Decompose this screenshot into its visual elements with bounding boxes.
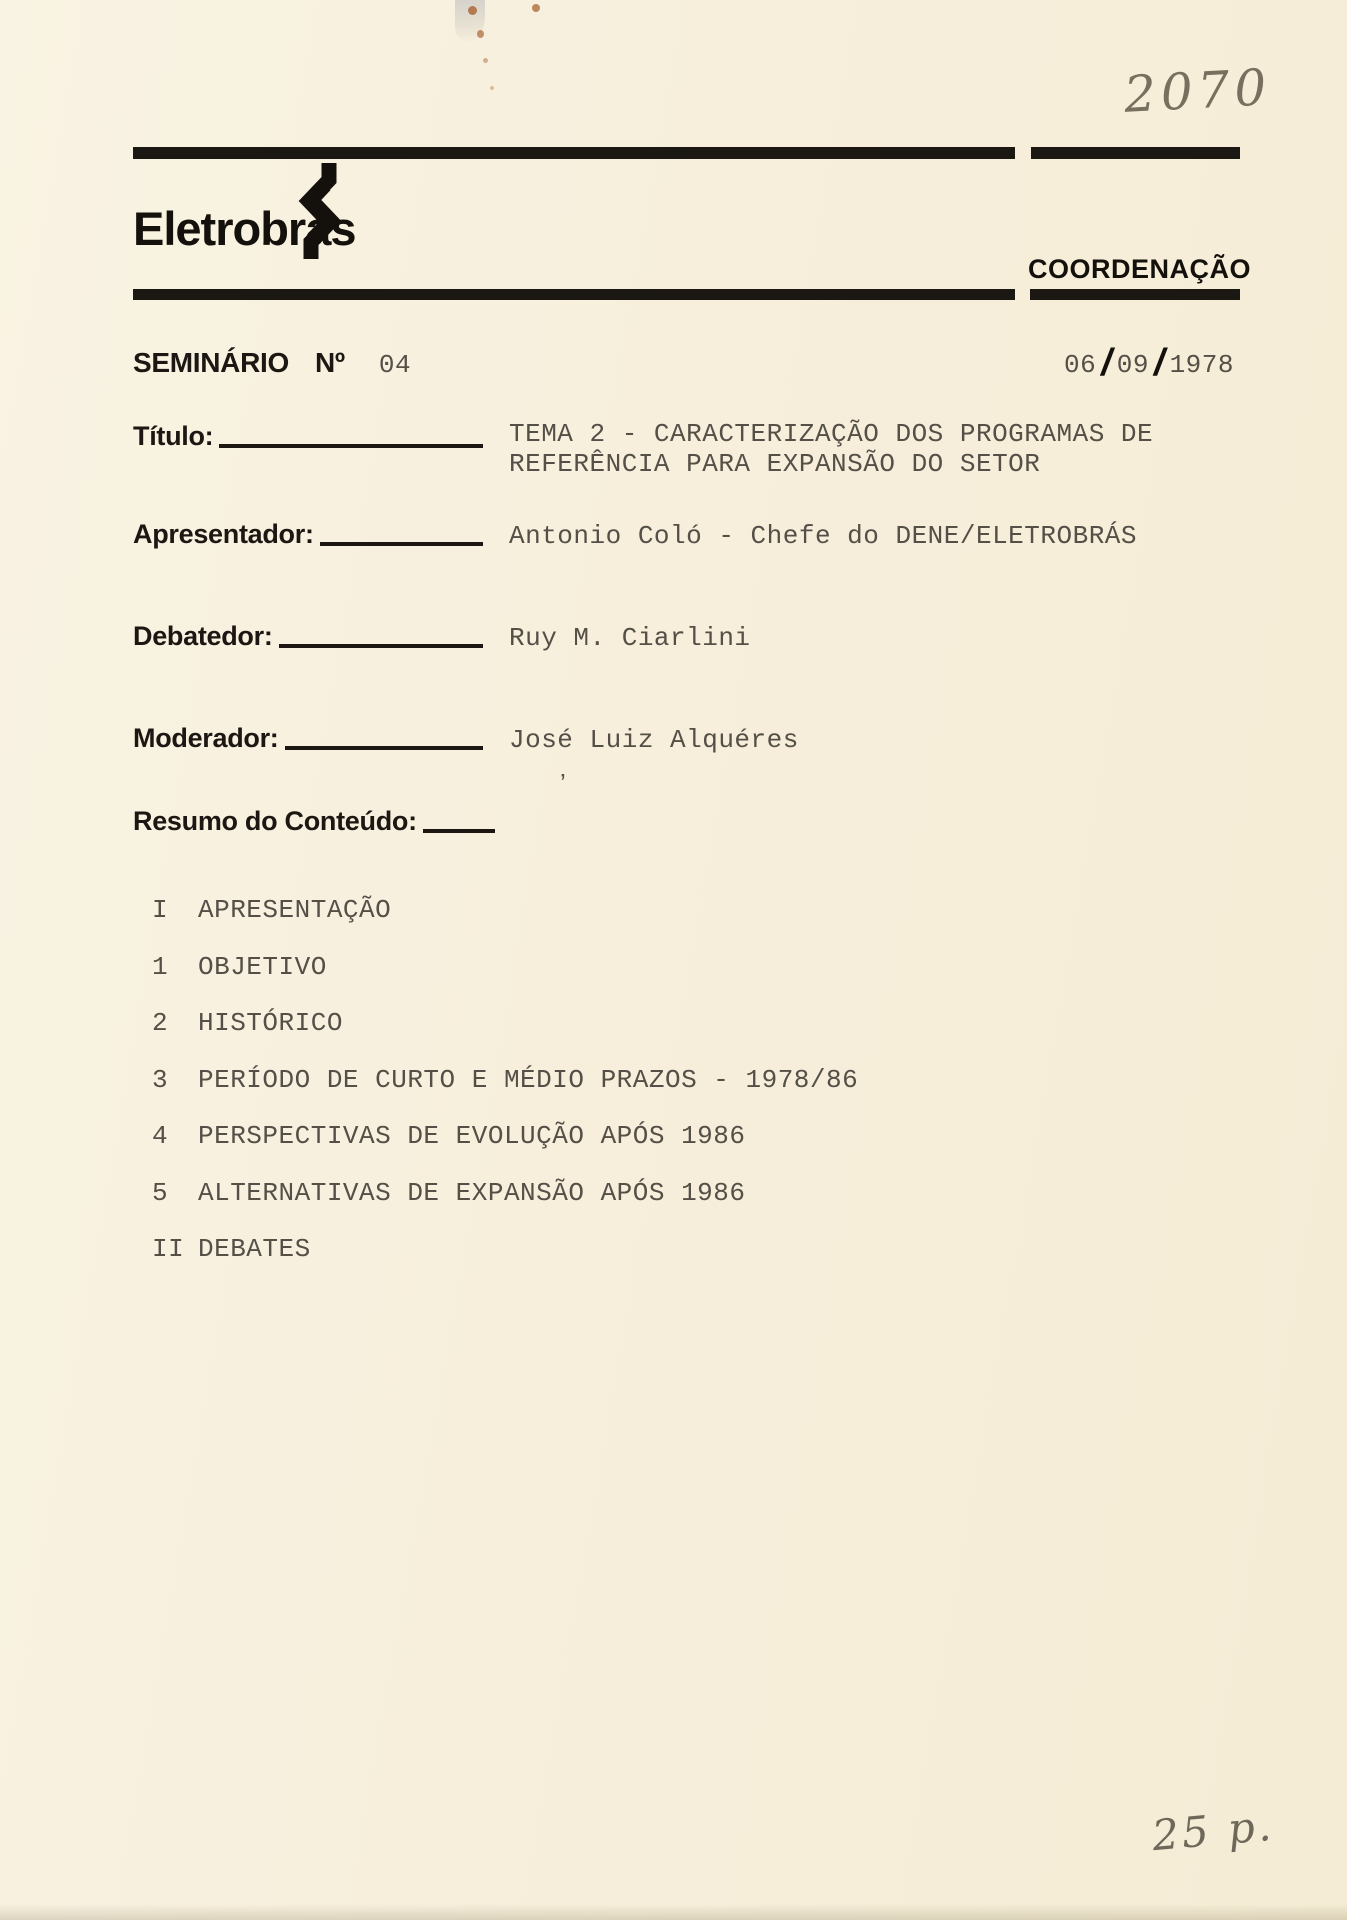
titulo-line-2: REFERÊNCIA PARA EXPANSÃO DO SETOR xyxy=(509,449,1041,479)
field-apresentador xyxy=(133,519,483,550)
list-item-text: HISTÓRICO xyxy=(198,1008,343,1038)
coordination-underline-rule xyxy=(1030,289,1240,300)
list-item-text: ALTERNATIVAS DE EXPANSÃO APÓS 1986 xyxy=(198,1177,746,1208)
field-moderador xyxy=(133,723,483,754)
blank-line xyxy=(219,444,483,448)
blank-line xyxy=(279,644,483,648)
titulo-line-1: TEMA 2 - CARACTERIZAÇÃO DOS PROGRAMAS DE xyxy=(509,419,1154,449)
list-item-index: 2 xyxy=(152,1008,169,1038)
field-titulo-label: Título: xyxy=(133,421,214,451)
date-day: 06 xyxy=(1064,350,1097,380)
rust-stain xyxy=(483,58,488,63)
list-item-text: OBJETIVO xyxy=(198,951,327,982)
list-item-index: 1 xyxy=(152,951,169,982)
blank-line xyxy=(423,829,495,833)
seminar-date xyxy=(1064,339,1234,382)
header-rule-left xyxy=(133,147,1015,159)
moderador-line: José Luiz Alquéres xyxy=(509,725,799,755)
list-item-text: DEBATES xyxy=(198,1234,311,1264)
seminar-row xyxy=(133,339,1234,382)
field-resumo xyxy=(133,806,478,837)
field-apresentador-label: Apresentador: xyxy=(133,519,314,549)
field-debatedor xyxy=(133,621,483,652)
eletrobras-logo-text: Eletrobras xyxy=(133,202,356,255)
list-item xyxy=(152,952,858,1009)
contents-list xyxy=(152,895,858,1291)
handwritten-number: 2070 xyxy=(1122,58,1273,124)
list-item-index: 3 xyxy=(152,1064,169,1095)
seminar-label: SEMINÁRIO xyxy=(133,347,289,378)
rust-stain xyxy=(468,6,477,15)
field-debatedor-value xyxy=(509,623,751,653)
logo-underline-rule xyxy=(133,289,1015,300)
debatedor-line: Ruy M. Ciarlini xyxy=(509,623,751,653)
blank-line xyxy=(285,746,483,750)
rust-stain xyxy=(477,30,484,38)
coordination-heading: COORDENAÇÃO xyxy=(1028,254,1252,284)
seminar-number-symbol: Nº xyxy=(314,347,345,378)
handwritten-page-count: 25 p. xyxy=(1150,1800,1276,1861)
date-year: 1978 xyxy=(1169,350,1234,380)
page-bottom-edge-shadow xyxy=(0,1904,1347,1920)
list-item xyxy=(152,1121,858,1178)
list-item xyxy=(152,1008,858,1065)
field-resumo-label: Resumo do Conteúdo: xyxy=(133,806,417,836)
field-moderador-value xyxy=(509,725,799,755)
apresentador-line: Antonio Coló - Chefe do DENE/ELETROBRÁS xyxy=(509,521,1137,551)
list-item xyxy=(152,1178,858,1235)
rust-stain xyxy=(532,4,540,12)
list-item-index: 4 xyxy=(152,1121,169,1151)
list-item xyxy=(152,895,858,952)
field-moderador-label: Moderador: xyxy=(133,723,279,753)
list-item-index: I xyxy=(152,895,169,925)
rust-stain xyxy=(490,86,494,90)
field-apresentador-value xyxy=(509,521,1137,551)
date-separator: / xyxy=(1154,342,1165,384)
list-item-index: 5 xyxy=(152,1177,169,1208)
date-separator: / xyxy=(1101,342,1112,384)
list-item xyxy=(152,1065,858,1122)
stray-typewriter-mark: ’ xyxy=(560,768,566,798)
list-item-index: II xyxy=(152,1234,185,1264)
header-rule-right xyxy=(1031,147,1240,159)
field-titulo-value xyxy=(509,419,1153,479)
seminar-number-value: 04 xyxy=(378,350,412,380)
date-month: 09 xyxy=(1116,350,1150,380)
list-item-text: PERÍODO DE CURTO E MÉDIO PRAZOS - 1978/86 xyxy=(198,1064,859,1095)
seminar-number-group xyxy=(133,347,411,380)
list-item-text: PERSPECTIVAS DE EVOLUÇÃO APÓS 1986 xyxy=(198,1121,746,1151)
field-debatedor-label: Debatedor: xyxy=(133,621,273,651)
field-titulo xyxy=(133,421,483,452)
blank-line xyxy=(320,542,483,546)
list-item xyxy=(152,1234,858,1291)
list-item-text: APRESENTAÇÃO xyxy=(198,895,392,925)
